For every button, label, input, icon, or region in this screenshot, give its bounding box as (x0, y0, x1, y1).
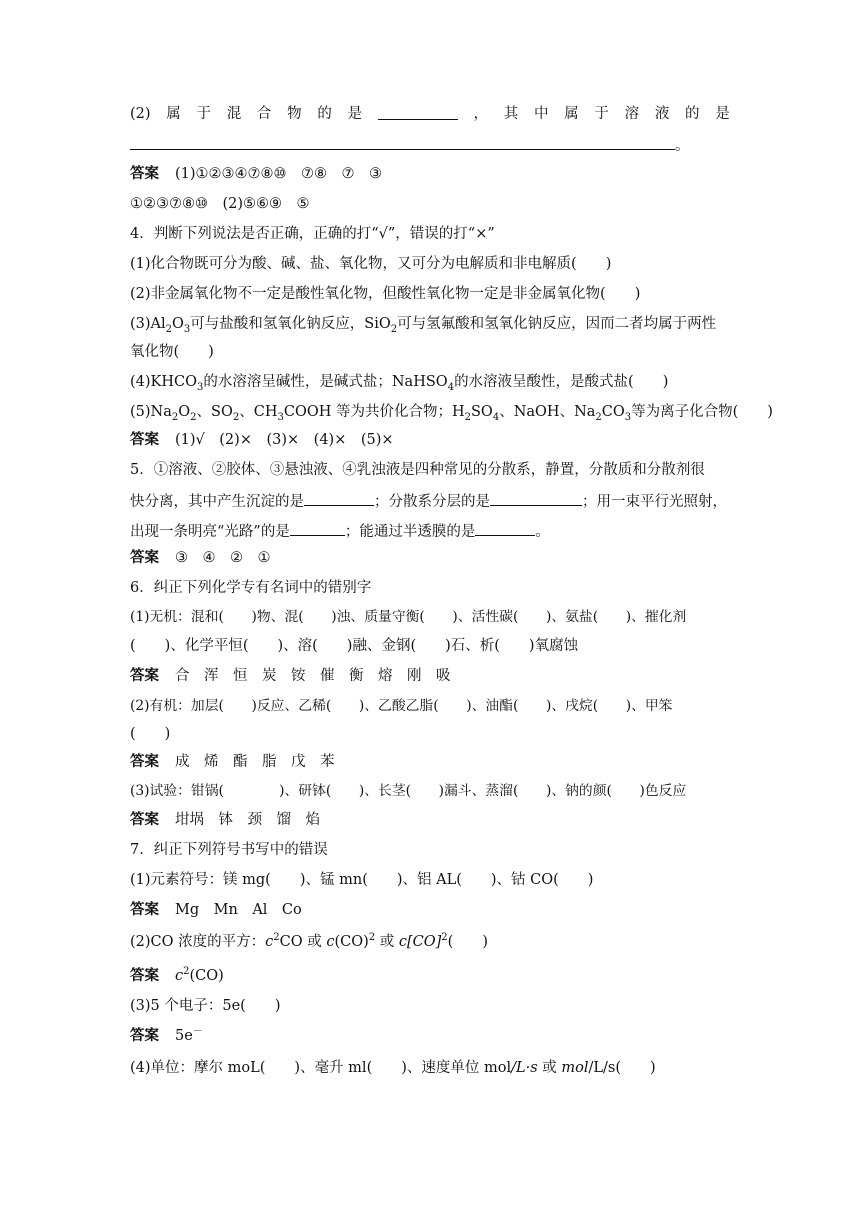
text: c (326, 934, 335, 950)
text: 或 (375, 934, 399, 950)
period: 。 (675, 138, 690, 154)
q3-word: 物 (287, 106, 302, 122)
q5-line-2 (130, 490, 730, 512)
q7-title: 7．纠正下列符号书写中的错误 (130, 842, 328, 858)
answer-label: 答案 (130, 668, 159, 684)
text: (4)KHCO (130, 374, 197, 390)
q7-part4 (130, 1058, 730, 1078)
text: 、NaOH、Na (499, 404, 596, 420)
q6-part3-line1: (3)试验：钳锅( )、研钵( )、长茎( )漏斗、蒸溜( )、钠的颜( )色反应 (130, 783, 687, 799)
answer-text: (1)①②③④⑦⑧⑩ ⑦⑧ ⑦ ③ (175, 166, 383, 182)
q4-item-3-cont: 氧化物( ) (130, 344, 214, 360)
text: 的水溶液呈酸性，是酸式盐( ) (454, 374, 669, 390)
text: [CO] (406, 934, 442, 950)
text: ；分散系分层的是 (374, 494, 490, 510)
q7-part3-answer (130, 1026, 730, 1046)
answer-text: 坩埚 钵 颈 馏 焰 (175, 812, 320, 828)
q3-blank-line (130, 134, 730, 156)
q6-title: 6．纠正下列化学专有名词中的错别字 (130, 580, 372, 596)
text: mol (561, 1060, 589, 1076)
text: ；用一束平行光照射， (582, 494, 727, 510)
text: (2)CO 浓度的平方： (130, 934, 266, 950)
text: 2 (441, 932, 448, 944)
text: 2 (273, 932, 280, 944)
answer-text: ①②③⑦⑧⑩ (2)⑤⑥⑨ ⑤ (130, 196, 310, 212)
text: COOH 等为共价化合物；H (283, 404, 465, 420)
text: /L·s (511, 1060, 538, 1076)
text: 等为离子化合物( ) (631, 404, 773, 420)
q6-part1-line2: ( )、化学平恒( )、溶( )融、金钢( )石、析( )氧腐蚀 (130, 638, 579, 654)
q3-word: 于 (594, 106, 609, 122)
answer-label: 答案 (130, 902, 159, 918)
q3-word: 混 (226, 106, 242, 122)
q7-part2-answer (130, 966, 730, 986)
q3-word: 其 (503, 106, 519, 122)
q3-word: 属 (166, 106, 181, 122)
text: c (265, 934, 274, 950)
text: 5e (175, 1028, 193, 1044)
fill-blank (304, 490, 374, 506)
answer-label: 答案 (130, 1028, 159, 1044)
fill-blank (130, 134, 675, 150)
fill-blank (378, 104, 458, 120)
q4-answer (130, 430, 730, 450)
text: (5)Na (130, 404, 172, 420)
text: c (398, 934, 407, 950)
q6-part3-answer (130, 810, 730, 830)
q7-part2 (130, 932, 730, 952)
text: 2 (183, 966, 190, 978)
text: 快分离，其中产生沉淀的是 (130, 494, 304, 510)
q5-line-1: 5．①溶液、②胶体、③悬浊液、④乳浊液是四种常见的分散系，静置，分散质和分散剂很 (130, 462, 705, 478)
q3-word: 的 (317, 106, 332, 122)
q4-item-1: (1)化合物既可分为酸、碱、盐、氧化物，又可分为电解质和非电解质( ) (130, 256, 612, 272)
q4-item-5: $(5)Na_2O_2$、$SO_2$、$CH_3COOH$ 等为共价化合物；$H_2SO_4$、NaOH、$Na_2CO_3$等为离子化合物( ) (130, 404, 773, 423)
answer-label: 答案 (130, 754, 159, 770)
q4-item-4: $(4)KHCO_3$的水溶溶呈碱性，是碱式盐；NaHSO$_4$的水溶液呈酸性，是酸式盐( ) (130, 374, 669, 393)
q6-part2-line1: (2)有机：加层( )反应、乙稀( )、乙酸乙脂( )、油酯( )、戌烷( )、甲笨 (130, 698, 673, 714)
q3-answer (130, 164, 730, 184)
text: 可与盐酸和氢氧化钠反应，SiO (190, 316, 391, 332)
q3-word: 合 (256, 106, 272, 122)
text: － (192, 1026, 203, 1038)
answer-label: 答案 (130, 550, 159, 566)
q3-word: 的 (685, 106, 700, 122)
q7-part3: (3)5 个电子：5e( ) (130, 998, 281, 1014)
fill-blank (290, 520, 345, 536)
q6-part2-line2: ( ) (130, 726, 171, 742)
text: 可与氢氟酸和氢氧化钠反应，因而二者均属于两性 (397, 316, 717, 332)
q3-word: ， (473, 106, 489, 122)
answer-text: Mg Mn Al Co (175, 902, 302, 918)
answer-text: ③ ④ ② ① (175, 550, 271, 566)
q4-title: 4．判断下列说法是否正确，正确的打“√”，错误的打“×” (130, 226, 495, 242)
answer-text: 合 浑 恒 炭 铵 催 衡 熔 刚 吸 (175, 668, 451, 684)
answer-label: 答案 (130, 432, 159, 448)
fill-blank (490, 490, 582, 506)
q4-item-2: (2)非金属氧化物不一定是酸性氧化物，但酸性氧化物一定是非金属氧化物( ) (130, 286, 641, 302)
q6-part2-answer (130, 752, 730, 772)
q3-word: 是 (715, 106, 730, 122)
q3-part2-line (130, 104, 730, 124)
answer-text: (1)√ (2)× (3)× (4)× (5)× (175, 432, 394, 448)
q4-item-3: $(3)Al_2O_3$可与盐酸和氢氧化钠反应，SiO$_2$可与氢氟酸和氢氧化钠反应，因而二者均属于两性 (130, 316, 717, 335)
fill-blank (475, 520, 535, 536)
text: 、SO (196, 404, 233, 420)
q3-word: 是 (347, 106, 363, 122)
text: (CO) (189, 968, 224, 984)
text: 。 (535, 524, 550, 540)
text: ；能通过半透膜的是 (344, 524, 476, 540)
q3-word: 溶 (624, 106, 640, 122)
q6-part1-answer (130, 666, 730, 686)
answer-text: 成 烯 酯 脂 戊 苯 (175, 754, 335, 770)
text: 2 (368, 932, 376, 944)
q5-answer (130, 548, 730, 568)
text: (CO) (334, 934, 369, 950)
q3-answer-cont (130, 194, 730, 214)
q3-word: 中 (533, 106, 549, 122)
q3-word: 属 (564, 106, 579, 122)
text: CO 或 (279, 934, 327, 950)
text: ( ) (447, 934, 488, 950)
answer-label: 答案 (130, 812, 159, 828)
text: SO (471, 404, 493, 420)
text: c (175, 968, 184, 984)
text: (3)Al (130, 316, 166, 332)
answer-label: 答案 (130, 166, 159, 182)
text: O (172, 316, 184, 332)
q7-part1: (1)元素符号：镁 mg( )、锰 mn( )、铝 AL( )、钴 CO( ) (130, 872, 594, 888)
text: 出现一条明亮“光路”的是 (130, 524, 290, 540)
q5-line-3 (130, 520, 730, 542)
q3-word: 于 (196, 106, 211, 122)
q6-part1-line1: (1)无机：混和( )物、混( )浊、质量守衡( )、活性碳( )、氨盐( )、摧化剂 (130, 609, 687, 625)
q3-word: 液 (654, 106, 670, 122)
text: /L/s( ) (588, 1060, 656, 1076)
text: 的水溶溶呈碱性，是碱式盐；NaHSO (203, 374, 448, 390)
q7-part1-answer (130, 900, 730, 920)
answer-label: 答案 (130, 968, 159, 984)
text: CO (601, 404, 625, 420)
text: 、CH (239, 404, 278, 420)
text: O (178, 404, 191, 420)
text: (4)单位：摩尔 moL( )、毫升 ml( )、速度单位 mol (130, 1060, 512, 1076)
q3-word: (2) (130, 106, 151, 122)
text: 或 (537, 1060, 562, 1076)
